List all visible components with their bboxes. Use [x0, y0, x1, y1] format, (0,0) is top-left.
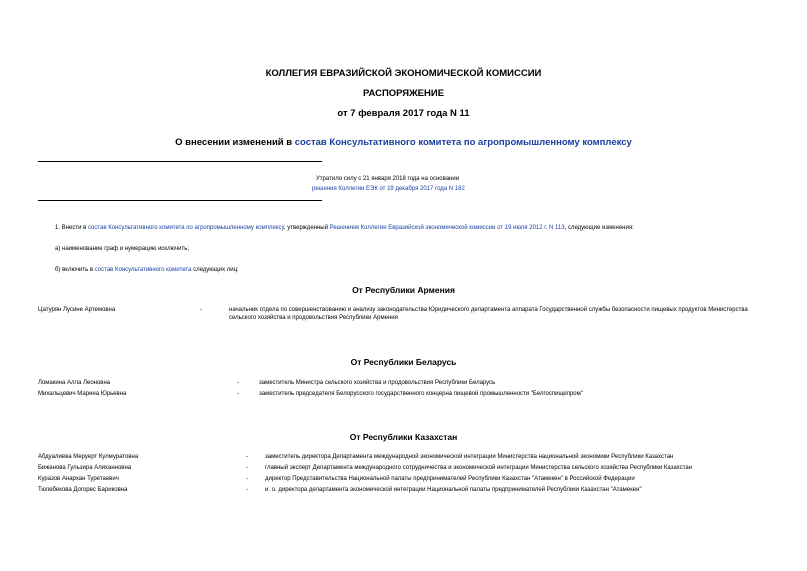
member-name: Михальцевич Марина Юрьевна [38, 391, 127, 397]
member-name: Тюлебекова Догорес Бариковна [38, 487, 128, 493]
org-heading: КОЛЛЕГИЯ ЕВРАЗИЙСКОЙ ЭКОНОМИЧЕСКОЙ КОМИССИИ [265, 68, 542, 79]
divider-top [38, 161, 322, 162]
item-b-link[interactable]: состав Консультативного комитета [94, 267, 192, 273]
member-name: Абдуалиева Меруерт Кулмуратовна [38, 454, 139, 460]
member-role: заместитель Министра сельского хозяйства и продовольствия Республики Беларусь [259, 380, 496, 386]
item-b-post: следующих лиц: [191, 267, 239, 273]
member-role: заместитель директора Департамента международной экономической интеграции Министерства национальной экономики Республики Казахстан [265, 454, 674, 460]
item-b [55, 266, 239, 274]
section-heading-kazakhstan: От Республики Казахстан [349, 432, 458, 442]
member-name: Ломакина Алла Леоновна [38, 380, 111, 386]
paragraph-1-link-decision[interactable]: Решением Коллегии Евразийской экономической комиссии от 19 июля 2012 г. N 113 [329, 225, 565, 231]
member-role: главный эксперт Департамента международного сотрудничества и экономической интеграции Министерства сельского хозяйства Республики Казахстан [265, 465, 693, 471]
member-dash: - [200, 307, 202, 313]
title-prefix: О внесении изменений в [175, 137, 295, 148]
member-dash: - [246, 465, 248, 471]
divider-bottom [38, 200, 322, 201]
member-dash: - [246, 476, 248, 482]
member-dash: - [237, 391, 239, 397]
member-role: директор Представительства Национальной палаты предпринимателей Республики Казахстан "Атамекен" в Российской Федерации [265, 476, 635, 482]
paragraph-1-mid: , утвержденный [283, 225, 330, 231]
paragraph-1-pre: 1. Внести в [55, 225, 88, 231]
item-a: а) наименование граф и нумерацию исключить; [55, 246, 189, 252]
doc-date: от 7 февраля 2017 года N 11 [337, 108, 470, 119]
member-role: начальник отдела по совершенствованию и анализу законодательства Юридического департамента аппарата Государственной службы безопасности пищевых продуктов Министерства сельского хозяйства и продовольствия Республики Армения [229, 307, 748, 321]
member-dash: - [237, 380, 239, 386]
section-heading-armenia: От Республики Армения [352, 285, 455, 295]
status-text: Утратило силу с 21 января 2018 года на основании [316, 176, 460, 182]
document-title [0, 137, 807, 148]
paragraph-1 [55, 224, 634, 232]
member-dash: - [246, 487, 248, 493]
paragraph-1-post: , следующие изменения: [564, 225, 634, 231]
member-name: Куразов Анархан Туретаевич [38, 476, 119, 482]
title-link[interactable]: состав Консультативного комитета по агропромышленному комплексу [294, 137, 632, 148]
doc-type-heading: РАСПОРЯЖЕНИЕ [362, 88, 445, 99]
section-heading-belarus: От Республики Беларусь [350, 357, 457, 367]
member-role: заместитель председателя Белорусского государственного концерна пищевой промышленности "Белгоспищепром" [259, 391, 583, 397]
member-dash: - [246, 454, 248, 460]
status-link[interactable]: решения Коллегии ЕЭК от 19 декабря 2017 года N 182 [312, 186, 465, 192]
member-name: Бижанова Гульзира Алиханновна [38, 465, 132, 471]
member-role: и. о. директора департамента экономической интеграции Национальной палаты предпринимателей Республики Казахстан "Атамекен" [265, 487, 642, 493]
paragraph-1-link-composition[interactable]: состав Консультативного комитета по агропромышленному комплексу [87, 225, 284, 231]
member-name: Цатурян Лусине Артемовна [38, 307, 116, 313]
item-b-pre: б) включить в [55, 267, 95, 273]
